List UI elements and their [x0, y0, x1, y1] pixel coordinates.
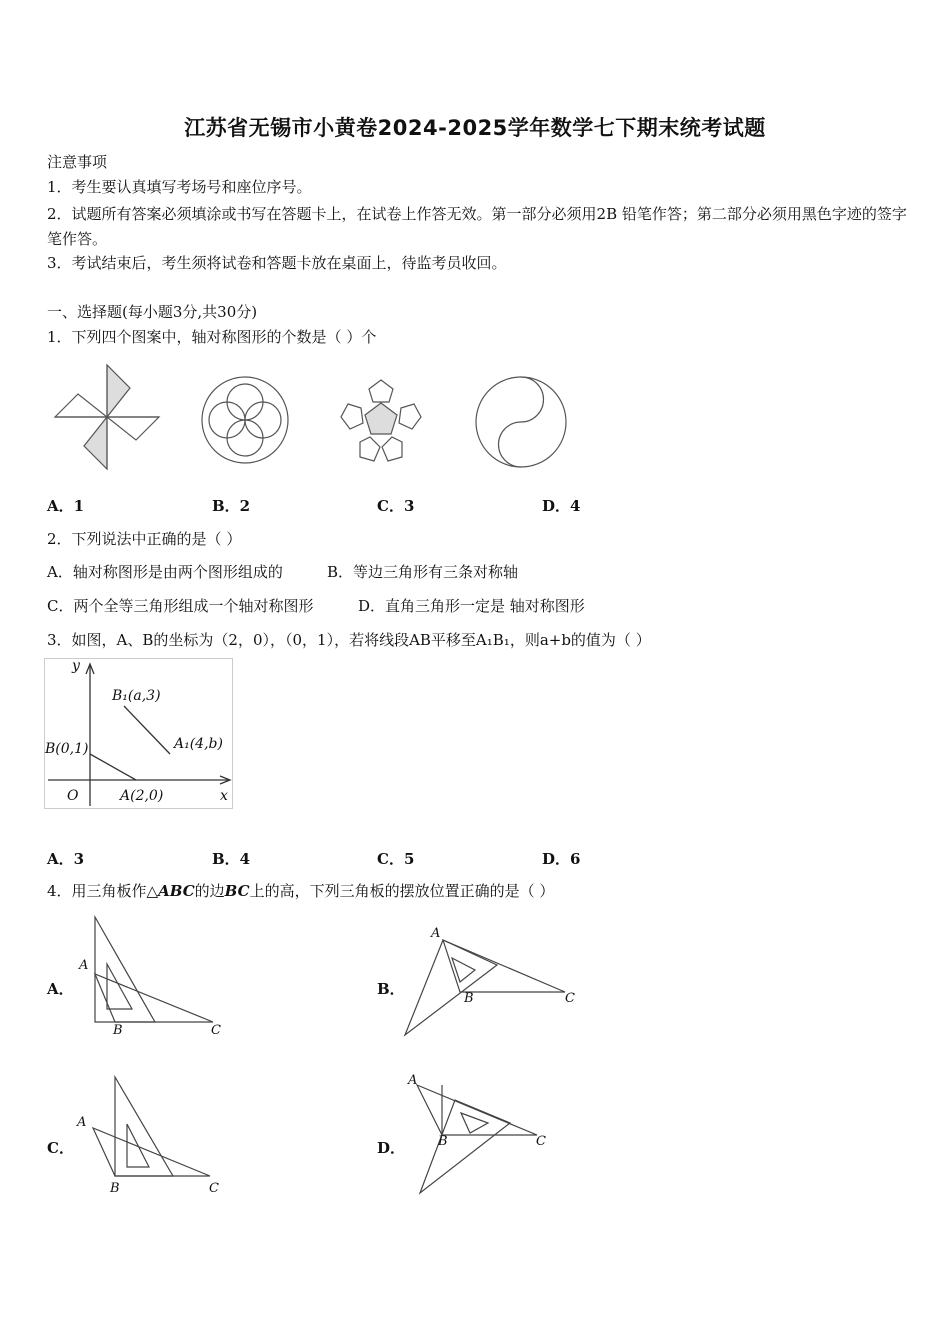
q4b-label-c: C: [565, 991, 575, 1006]
q3-b-label: B(0,1): [45, 741, 89, 757]
q3-b1-label: B₁(a,3): [112, 688, 161, 704]
q4-stem-post: 上的高，下列三角板的摆放位置正确的是（ ）: [249, 882, 555, 900]
q3-option-a[interactable]: A．3: [47, 850, 85, 868]
q4d-label-b: B: [438, 1134, 448, 1149]
q3-x-axis-label: x: [220, 788, 228, 804]
q4-stem-mid: 的边: [194, 882, 225, 900]
q2-option-c[interactable]: C．两个全等三角形组成一个轴对称图形: [47, 597, 314, 615]
q3-option-d[interactable]: D．6: [542, 850, 581, 868]
q1-stem: 1．下列四个图案中，轴对称图形的个数是（ ）个: [47, 328, 377, 346]
q4-option-a[interactable]: A．: [47, 980, 74, 998]
taiji-curve-figure: [474, 375, 569, 470]
q4-stem-pre: 4．用三角板作△: [47, 882, 159, 900]
q3-a-label: A(2,0): [120, 788, 164, 804]
q1-option-a[interactable]: A．1: [47, 497, 85, 515]
q4-figure-a: [75, 912, 235, 1037]
q4-option-b[interactable]: B．: [377, 980, 405, 998]
q4-stem: [47, 881, 554, 901]
q4c-label-c: C: [209, 1181, 219, 1196]
q4-stem-bc: BC: [224, 882, 250, 900]
q2-option-a[interactable]: A．轴对称图形是由两个图形组成的: [47, 563, 283, 581]
q4c-label-b: B: [110, 1181, 120, 1196]
q1-option-b[interactable]: B．2: [212, 497, 251, 515]
section-heading: 一、选择题(每小题3分,共30分): [47, 303, 258, 321]
q1-option-c[interactable]: C．3: [377, 497, 415, 515]
pentagon-flower-figure: [336, 375, 426, 465]
q3-y-axis-label: y: [72, 658, 80, 674]
q2-option-b[interactable]: B．等边三角形有三条对称轴: [327, 563, 519, 581]
notice-heading: 注意事项: [47, 153, 108, 171]
q4b-label-a: A: [431, 926, 441, 941]
q4a-label-b: B: [113, 1023, 123, 1038]
q3-option-b[interactable]: B．4: [212, 850, 251, 868]
page-title: 江苏省无锡市小黄卷2024-2025学年数学七下期末统考试题: [184, 116, 766, 140]
q3-stem: 3．如图，A、B的坐标为（2，0），（0，1），若将线段AB平移至A₁B₁，则a+b的值为（ ）: [47, 631, 651, 649]
q4-option-c[interactable]: C．: [47, 1139, 74, 1157]
q4c-label-a: A: [77, 1115, 87, 1130]
q4-stem-abc: ABC: [158, 882, 195, 900]
q4b-label-b: B: [464, 991, 474, 1006]
q3-a1-label: A₁(4,b): [174, 736, 223, 752]
q2-option-d[interactable]: D．直角三角形一定是 轴对称图形: [358, 597, 585, 615]
q2-stem: 2．下列说法中正确的是（ ）: [47, 530, 242, 548]
notice-item-3: 3．考试结束后，考生须将试卷和答题卡放在桌面上，待监考员收回。: [47, 254, 507, 272]
q3-origin-label: O: [67, 788, 79, 804]
q3-option-c[interactable]: C．5: [377, 850, 415, 868]
q4d-label-a: A: [408, 1073, 418, 1088]
q4-figure-b: [400, 925, 580, 1040]
notice-item-2: 2．试题所有答案必须填涂或书写在答题卡上，在试卷上作答无效。第一部分必须用2B 铅笔作答；第二部分必须用黑色字迹的签字笔作答。: [47, 205, 907, 248]
q4-figure-c: [85, 1072, 225, 1182]
pinwheel-figure: [50, 360, 165, 475]
notice-item-1: 1．考生要认真填写考场号和座位序号。: [47, 178, 312, 196]
q4-option-d[interactable]: D．: [377, 1139, 406, 1157]
q4a-label-a: A: [79, 958, 89, 973]
four-petal-circle-figure: [200, 375, 290, 465]
q1-option-d[interactable]: D．4: [542, 497, 581, 515]
q4d-label-c: C: [536, 1134, 546, 1149]
q4a-label-c: C: [211, 1023, 221, 1038]
